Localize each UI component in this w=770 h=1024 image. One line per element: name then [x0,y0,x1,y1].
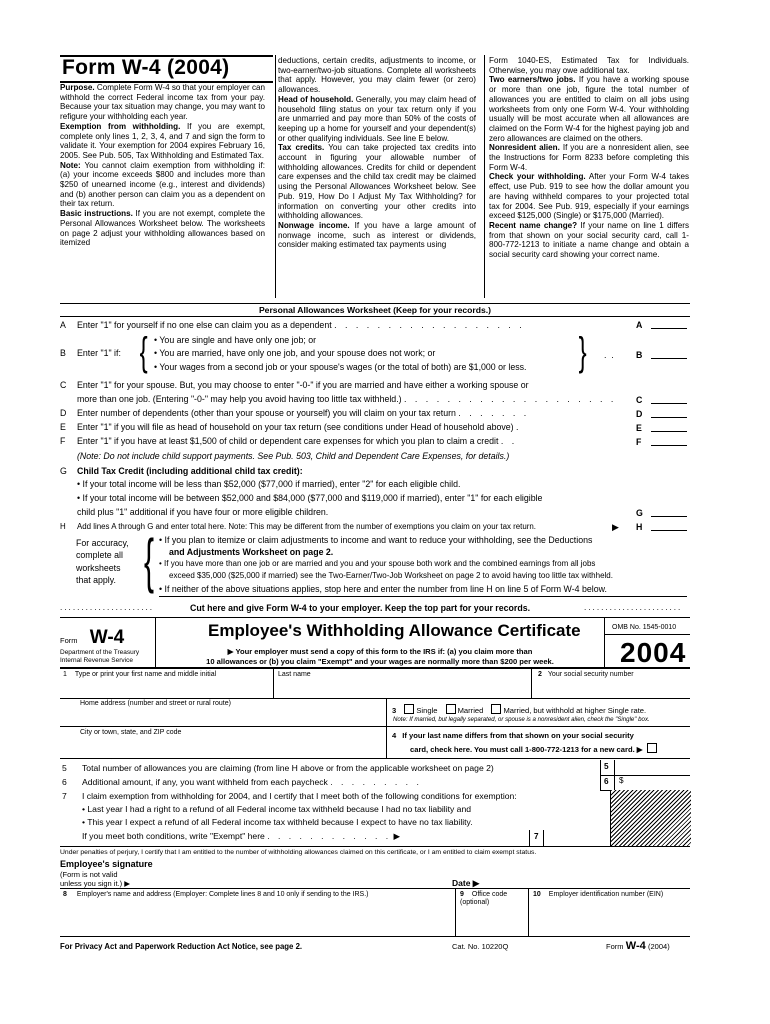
arrow-icon: ▶ [612,522,619,532]
cat-number: Cat. No. 10220Q [452,942,509,951]
last-name-label: Last name [278,671,311,678]
line-7: 7 I claim exemption from withholding for 2004, and I certify that I meet both of the following conditions for exemption: [62,791,517,801]
city-field[interactable] [80,740,380,754]
line-f-note: (Note: Do not include child support payments. See Pub. 503, Child and Dependent Care Expenses, for details.) [77,451,510,461]
line-g-b2: • If your total income will be between $52,000 and $84,000 ($77,000 and $119,000 if married), enter "1" for each eligible [77,493,543,503]
instruction-paragraph: Recent name change? If your name on line 1 differs from that shown on your social security card, call 1-800-772-1213 to initiate a name change and obtain a social security card showing your correct name. [489,220,689,260]
line-b-opt1: • You are single and have only one job; or [154,335,317,345]
omb-number: OMB No. 1545-0010 [612,624,677,631]
line-e-field[interactable] [651,422,687,432]
line-h-field[interactable] [651,521,687,531]
cert-notice: ▶ Your employer must send a copy of this form to the IRS if: (a) you claim more than 10 allowances or (b) you claim "Exempt" and your wages are normally more than $200 per week. [206,647,554,666]
cert-form-label: Form W-4 [60,627,125,648]
privacy-notice: For Privacy Act and Paperwork Reduction Act Notice, see page 2. [60,942,303,951]
instruction-paragraph: Exemption from withholding. If you are exempt, complete only lines 1, 2, 3, 4, and 7 and sign the form to validate it. Your exemption for 2004 expires February 16, 2005. See Pub. 505, Tax Withholding and Estimated Tax. [60,121,265,160]
brace-left: { [139,330,148,374]
line-f-letter: F [636,437,642,447]
line-1-label: 1 Type or print your first name and middle initial [63,671,217,678]
dept-treasury: Department of the Treasury Internal Revenue Service [60,649,140,664]
accuracy-note: For accuracy, complete all worksheets that apply. [76,538,129,585]
instruction-paragraph: Check your withholding. After your Form W-4 takes effect, use Pub. 919 to see how the dollar amount you are having withheld compares to your projected total tax for 2004. See Pub. 919, especially if your earnings exceed $125,000 (Single) or $175,000 (Married). [489,172,689,221]
line-7-exempt: If you meet both conditions, write "Exempt" here . . . . . . . . . . . . ▶ [82,831,401,841]
cut-line-left: ...................... [60,603,155,612]
instructions-col3 [489,56,689,260]
line-b: B Enter "1" if: [60,348,121,358]
line-5: 5 Total number of allowances you are claiming (from line H above or from the applicable worksheet on page 2) [62,763,494,773]
line-a: A Enter "1" for yourself if no one else can claim you as a dependent . . . . . . . . . . . . . . . . . . [60,320,525,330]
instruction-paragraph: Two earners/two jobs. If you have a working spouse or more than one job, figure the total number of allowances you are entitled to claim on all jobs using worksheets from only one Form W-4. Your withholding usually will be most accurate when all allowances are claimed on the Form W-4 for the highest paying job and zero allowances are claimed on the others. [489,75,689,143]
line-h-b3: • If neither of the above situations applies, stop here and enter the number from line H on line 5 of Form W-4 below. [159,584,607,594]
instruction-paragraph: Tax credits. You can take projected tax credits into account in figuring your allowable number of withholding allowances. Credits for child or dependent care expenses and the child tax credit may be claimed using the Personal Allowances Worksheet below. See Pub. 919, How Do I Adjust My Tax Withholding? for information on converting your other credits into withholding allowances. [278,143,476,221]
perjury-statement: Under penalties of perjury, I certify that I am entitled to the number of withholding allowances claimed on this certificate, or I am entitled to claim exempt status. [60,849,537,856]
date-label: Date ▶ [452,878,480,888]
line-b-field[interactable] [651,349,687,359]
ein-field[interactable] [533,903,688,933]
instructions-col2 [278,56,476,250]
line-e-letter: E [636,423,642,433]
hatched-area [610,790,691,846]
line-a-field[interactable] [651,319,687,329]
line-e: E Enter "1" if you will file as head of household on your tax return (see conditions under Head of household above) . [60,422,522,432]
line-g-letter: G [636,508,643,518]
line-9-label: 9 Office code (optional) [460,891,508,907]
instruction-paragraph: Basic instructions. If you are not exempt, complete the Personal Allowances Worksheet below. The worksheets on page 2 adjust your withholding allowances based on itemized [60,209,266,248]
instruction-paragraph: Purpose. Complete Form W-4 so that your employer can withhold the correct Federal income tax from your pay. Because your tax situation may change, you may want to refigure your withholding each year. [60,83,265,122]
instruction-paragraph: Head of household. Generally, you may claim head of household filing status on your tax return only if you are unmarried and pay more than 50% of the costs of keeping up a home for yourself and your dependent(s) or other qualifying individuals. See line E below. [278,94,477,143]
line-h-b2: • If you have more than one job or are married and you and your spouse both work and the combined earnings from all jobs [159,559,596,568]
line-f: F Enter "1" if you have at least $1,500 of child or dependent care expenses for which you plan to claim a credit . . [60,436,518,446]
city-label: City or town, state, and ZIP code [80,729,182,736]
form-title: Form W-4 (2004) [62,56,230,79]
line-a-letter: A [636,320,643,330]
home-address-field[interactable] [80,710,380,724]
cut-instruction: Cut here and give Form W-4 to your employer. Keep the top part for your records. [190,603,531,613]
box-6-num: 6 [604,777,609,786]
line-g-b1: • If your total income will be less than $52,000 ($77,000 if married), enter "2" for each eligible child. [77,479,461,489]
date-field[interactable] [492,872,682,886]
line-2-label: 2 Your social security number [538,671,634,678]
line-b-letter: B [636,350,643,360]
line-10-label: 10 Employer identification number (EIN) [533,891,664,898]
box-7-num: 7 [534,832,539,841]
cert-title: Employee's Withholding Allowance Certificate [208,621,581,640]
box-5-num: 5 [604,762,609,771]
brace-right: } [578,330,587,374]
line-7-b1: • Last year I had a right to a refund of all Federal income tax withheld because I had no tax liability and [82,804,472,814]
last-name-field[interactable] [278,681,528,696]
line-3: 3 Single Married Married, but withhold at higher Single rate. [392,706,647,715]
brace-h: { [144,527,155,594]
home-address-label: Home address (number and street or rural route) [80,700,231,707]
line-c-1: C Enter "1" for your spouse. But, you may choose to enter "-0-" if you are married and have either a working spouse or [60,380,529,390]
box-6-dollar: $ [619,776,624,785]
instruction-paragraph: Note: You cannot claim exemption from withholding if: (a) your income exceeds $800 and includes more than $250 of unearned income (e.g., interest and dividends) and (b) another person can claim you as a dependent on their tax return. [60,160,265,209]
line-h-b1b: and Adjustments Worksheet on page 2. [169,547,334,557]
line-h-b2b: exceed $35,000 ($25,000 if married) see the Two-Earner/Two-Job Worksheet on page 2 to avoid having too little tax withheld. [169,571,613,580]
line-d-field[interactable] [651,408,687,418]
box-7-field[interactable] [545,831,605,845]
name-differs-checkbox[interactable] [647,743,657,753]
line-c-field[interactable] [651,394,687,404]
line-8-label: 8 Employer's name and address (Employer: Complete lines 8 and 10 only if sending to the IRS.) [63,891,369,898]
footer-form: Form W-4 (2004) [606,940,670,952]
line-c-2: more than one job. (Entering "-0-" may help you avoid having too little tax withheld.) . . . . . . . . . . . . . . . . . . . . [77,394,617,404]
box-5-field[interactable] [616,761,688,774]
married-higher-checkbox[interactable] [491,704,501,714]
box-6-field[interactable] [628,776,688,789]
line-h: H Add lines A through G and enter total here. Note: This may be different from the number of exemptions you claim on your tax return. [60,522,536,531]
cut-line-right: ....................... [584,603,683,612]
instruction-paragraph: deductions, certain credits, adjustments to income, or two-earner/two-job situations. Complete all worksheets that apply. However, you may claim fewer (or zero) allowances. [278,56,476,95]
cert-year: 2004 [620,637,687,668]
instructions-col1 [60,83,265,248]
line-b-opt2: • You are married, have only one job, and your spouse does not work; or [154,348,436,358]
line-c-letter: C [636,395,643,405]
office-code-field[interactable] [460,912,524,934]
single-checkbox[interactable] [404,704,414,714]
line-b-opt3: • Your wages from a second job or your spouse's wages (or the total of both) are $1,000 or less. [154,362,527,372]
line-h-b1: • If you plan to itemize or claim adjustments to income and want to reduce your withholding, see the Deductions [159,535,593,545]
line-h-letter: H [636,522,643,532]
line-g-title: G Child Tax Credit (including additional child tax credit): [60,466,303,476]
ssn-field[interactable] [540,681,688,696]
instruction-paragraph: Form 1040-ES, Estimated Tax for Individuals. Otherwise, you may owe additional tax. [489,56,689,75]
line-g-field[interactable] [651,507,687,517]
line-d: D Enter number of dependents (other than your spouse or yourself) you will claim on your tax return . . . . . . . [60,408,530,418]
line-d-letter: D [636,409,643,419]
signature-label: Employee's signature (Form is not valid unless you sign it.) ▶ [60,859,153,888]
instruction-paragraph: Nonwage income. If you have a large amount of nonwage income, such as interest or dividends, consider making estimated tax payments using [278,220,476,250]
married-checkbox[interactable] [446,704,456,714]
signature-field[interactable] [150,870,440,885]
line-6: 6 Additional amount, if any, you want withheld from each paycheck . . . . . . . . . [62,777,422,787]
line-4: 4 If your last name differs from that shown on your social security card, check here. You must call 1-800-772-1213 for a new card. ▶ [392,729,659,758]
first-name-field[interactable] [80,681,270,696]
instruction-paragraph: Nonresident alien. If you are a nonresident alien, see the Instructions for Form 8233 before completing this Form W-4. [489,143,689,172]
worksheet-title: Personal Allowances Worksheet (Keep for your records.) [258,305,492,315]
employer-field[interactable] [80,905,450,935]
line-f-field[interactable] [651,436,687,446]
line-g-b3: child plus "1" additional if you have four or more eligible children. [77,507,329,517]
line-3-note: Note: If married, but legally separated, or spouse is a nonresident alien, check the "Single" box. [393,716,650,723]
line-7-b2: • This year I expect a refund of all Federal income tax withheld because I expect to have no tax liability. [82,817,473,827]
